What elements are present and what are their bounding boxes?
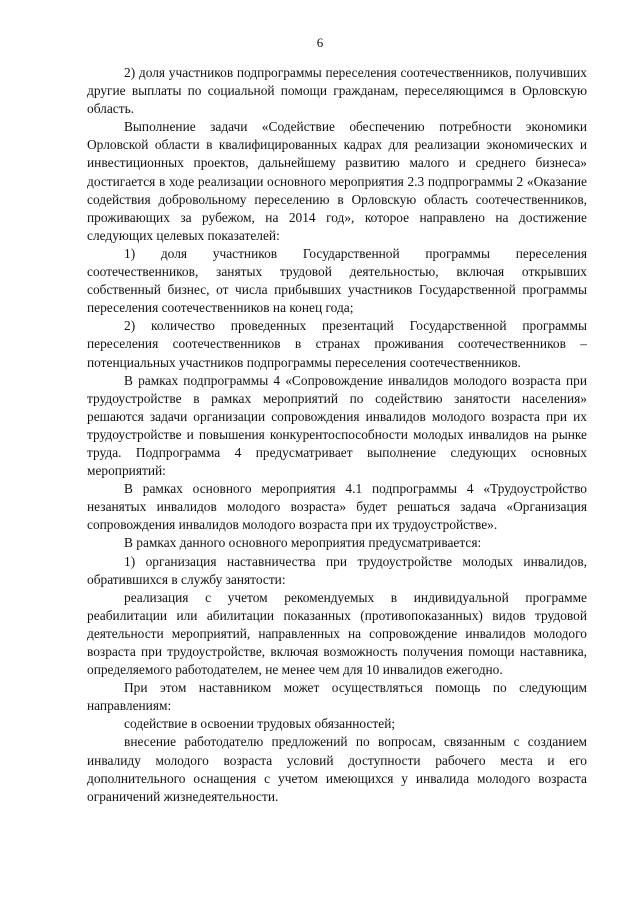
paragraph-measure-4-1: В рамках основного мероприятия 4.1 подпрограммы 4 «Трудоустройство незанятых инвалидов молодого возраста» будет решаться задача «Организация сопровождения инвалидов молодого возраста при их трудоустройстве». (87, 481, 587, 533)
paragraph-mentor-directions: При этом наставником может осуществляться помощь по следующим направлениям: (87, 680, 587, 714)
paragraph-measure-provisions: В рамках данного основного мероприятия предусматривается: (124, 535, 482, 551)
paragraph-labor-duties-assistance: содействие в освоении трудовых обязанностей; (124, 716, 396, 732)
page-number: 6 (316, 35, 324, 50)
paragraph-subprogram-4-overview: В рамках подпрограммы 4 «Сопровождение инвалидов молодого возраста при трудоустройстве в рамках мероприятий по содействию занятости населения» решаются задачи организации сопровождения инвалидов молодого возраста при их трудоустройстве и повышения конкурентоспособности молодых инвалидов на рынке труда. Подпрограмма 4 предусматривает выполнение следующих основных мероприятий: (87, 372, 587, 479)
paragraph-indicator-2-resettlement-payments: 2) доля участников подпрограммы переселения соотечественников, получивших другие выплаты по социальной помощи гражданам, переселяющимся в Орловскую область. (87, 65, 587, 117)
document-body (87, 64, 587, 806)
paragraph-mentoring-organization: 1) организация наставничества при трудоустройстве молодых инвалидов, обратившихся в службу занятости: (87, 553, 587, 587)
paragraph-task-economy-staff: Выполнение задачи «Содействие обеспечению потребности экономики Орловской области в квалифицированных кадрах для реализации экономических и инвестиционных проектов, дальнейшему развитию малого и среднего бизнеса» достигается в ходе реализации основного мероприятия 2.3 подпрограммы 2 «Оказание содействия добровольному переселению в Орловскую область соотечественников, проживающих за рубежом, на 2014 год», которое направлено на достижение следующих целевых показателей: (87, 119, 587, 243)
paragraph-employer-proposals: внесение работодателю предложений по вопросам, связанным с созданием инвалиду молодого возраста условий доступности рабочего места и его дополнительного оснащения с учетом имеющихся у инвалида молодого возраста ограничений жизнедеятельности. (87, 734, 587, 804)
paragraph-rehabilitation-implementation: реализация с учетом рекомендуемых в индивидуальной программе реабилитации или абилитации показанных (противопоказанных) видов трудовой деятельности мероприятий, направленных на сопровождение инвалидов молодого возраста при трудоустройстве, включая возможность получения помощи наставника, определяемого работодателем, не менее чем для 10 инвалидов ежегодно. (87, 589, 587, 678)
paragraph-indicator-1-employed-participants: 1) доля участников Государственной программы переселения соотечественников, занятых трудовой деятельностью, включая открывших собственный бизнес, от числа прибывших участников Государственной программы переселения соотечественников на конец года; (87, 245, 587, 316)
paragraph-indicator-2-presentations: 2) количество проведенных презентаций Государственной программы переселения соотечественников в странах проживания соотечественников – потенциальных участников подпрограммы переселения соотечественников. (87, 318, 587, 370)
